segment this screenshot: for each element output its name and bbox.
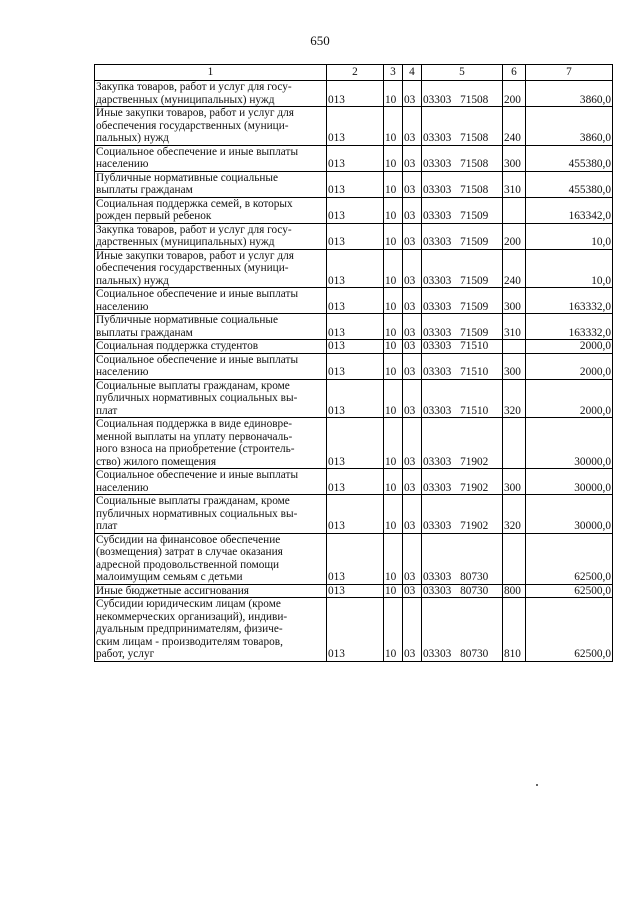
row-pr-cell: 03: [403, 249, 422, 288]
row-pr-cell: 03: [403, 353, 422, 379]
scan-dot: [536, 784, 538, 786]
row-sum-cell: 455380,0: [526, 145, 613, 171]
row-vr-cell: 300: [503, 469, 526, 495]
row-pr-cell: 03: [403, 81, 422, 107]
row-vr-cell: 200: [503, 223, 526, 249]
row-name-cell: Социальная поддержка семей, в которых рожден первый ребенок: [95, 197, 327, 223]
row-pr-cell: 03: [403, 598, 422, 662]
row-name-cell: Социальное обеспечение и иные выплаты населению: [95, 469, 327, 495]
row-vr-cell: 300: [503, 353, 526, 379]
row-name-cell: Социальные выплаты гражданам, кроме публичных нормативных социальных вы- плат: [95, 495, 327, 534]
row-csr-cell: 03303 71508: [422, 81, 503, 107]
row-vr-cell: [503, 418, 526, 469]
table-row: [95, 533, 613, 584]
page-number: 650: [310, 33, 330, 48]
row-rz-cell: 10: [384, 584, 403, 598]
row-csr-cell: 03303 71510: [422, 353, 503, 379]
row-rz-cell: 10: [384, 171, 403, 197]
table-row: [95, 353, 613, 379]
row-vr-cell: [503, 533, 526, 584]
row-rz-cell: 10: [384, 288, 403, 314]
row-vr-cell: [503, 197, 526, 223]
row-pr-cell: 03: [403, 197, 422, 223]
row-name-cell: Социальное обеспечение и иные выплаты населению: [95, 288, 327, 314]
row-vr-cell: 320: [503, 379, 526, 418]
table-row: [95, 418, 613, 469]
row-sum-cell: 10,0: [526, 223, 613, 249]
row-pr-cell: 03: [403, 584, 422, 598]
row-csr-cell: 03303 80730: [422, 598, 503, 662]
row-pr-cell: 03: [403, 171, 422, 197]
row-name-cell: Публичные нормативные социальные выплаты гражданам: [95, 171, 327, 197]
row-vr-cell: 310: [503, 314, 526, 340]
row-vr-cell: 300: [503, 145, 526, 171]
row-sum-cell: 30000,0: [526, 418, 613, 469]
row-ved-cell: 013: [327, 314, 384, 340]
row-name-cell: Иные закупки товаров, работ и услуг для обеспечения государственных (муници- пальных) нужд: [95, 249, 327, 288]
row-sum-cell: 455380,0: [526, 171, 613, 197]
table-row: [95, 107, 613, 146]
row-vr-cell: 320: [503, 495, 526, 534]
table-row: [95, 379, 613, 418]
table-row: [95, 145, 613, 171]
row-csr-cell: 03303 71902: [422, 469, 503, 495]
row-csr-cell: 03303 71509: [422, 288, 503, 314]
row-name-cell: Публичные нормативные социальные выплаты гражданам: [95, 314, 327, 340]
row-rz-cell: 10: [384, 469, 403, 495]
row-ved-cell: 013: [327, 107, 384, 146]
row-sum-cell: 30000,0: [526, 495, 613, 534]
row-sum-cell: 163342,0: [526, 197, 613, 223]
table-header-row: [95, 65, 613, 81]
table-row: [95, 469, 613, 495]
row-csr-cell: 03303 71509: [422, 223, 503, 249]
table-row: [95, 197, 613, 223]
row-csr-cell: 03303 71508: [422, 107, 503, 146]
row-sum-cell: 3860,0: [526, 81, 613, 107]
row-csr-cell: 03303 71509: [422, 314, 503, 340]
row-csr-cell: 03303 71509: [422, 249, 503, 288]
row-ved-cell: 013: [327, 584, 384, 598]
row-name-cell: Иные закупки товаров, работ и услуг для обеспечения государственных (муници- пальных) нужд: [95, 107, 327, 146]
row-csr-cell: 03303 71508: [422, 171, 503, 197]
row-name-cell: Иные бюджетные ассигнования: [95, 584, 327, 598]
row-ved-cell: 013: [327, 379, 384, 418]
row-ved-cell: 013: [327, 81, 384, 107]
row-sum-cell: 2000,0: [526, 379, 613, 418]
row-sum-cell: 62500,0: [526, 598, 613, 662]
row-pr-cell: 03: [403, 533, 422, 584]
header-cell-1: 1: [95, 65, 327, 81]
row-name-cell: Социальная поддержка в виде единовре- менной выплаты на уплату первоначаль- ного взноса на приобретение (строитель- ство) жилого помещения: [95, 418, 327, 469]
row-rz-cell: 10: [384, 353, 403, 379]
row-ved-cell: 013: [327, 223, 384, 249]
row-ved-cell: 013: [327, 533, 384, 584]
row-pr-cell: 03: [403, 469, 422, 495]
row-vr-cell: 800: [503, 584, 526, 598]
row-sum-cell: 62500,0: [526, 533, 613, 584]
row-pr-cell: 03: [403, 314, 422, 340]
row-pr-cell: 03: [403, 379, 422, 418]
table-row: [95, 584, 613, 598]
header-cell-5: 5: [422, 65, 503, 81]
row-csr-cell: 03303 71508: [422, 145, 503, 171]
row-name-cell: Социальные выплаты гражданам, кроме публичных нормативных социальных вы- плат: [95, 379, 327, 418]
header-cell-4: 4: [403, 65, 422, 81]
row-csr-cell: 03303 71509: [422, 197, 503, 223]
row-vr-cell: 240: [503, 107, 526, 146]
row-rz-cell: 10: [384, 249, 403, 288]
table-row: [95, 340, 613, 354]
row-ved-cell: 013: [327, 249, 384, 288]
row-sum-cell: 2000,0: [526, 340, 613, 354]
row-pr-cell: 03: [403, 495, 422, 534]
row-rz-cell: 10: [384, 145, 403, 171]
row-csr-cell: 03303 71510: [422, 379, 503, 418]
row-name-cell: Социальная поддержка студентов: [95, 340, 327, 354]
row-ved-cell: 013: [327, 197, 384, 223]
table-row: [95, 81, 613, 107]
row-ved-cell: 013: [327, 340, 384, 354]
header-cell-6: 6: [503, 65, 526, 81]
row-vr-cell: 310: [503, 171, 526, 197]
row-pr-cell: 03: [403, 145, 422, 171]
row-vr-cell: 240: [503, 249, 526, 288]
row-rz-cell: 10: [384, 107, 403, 146]
row-sum-cell: 2000,0: [526, 353, 613, 379]
table-row: [95, 598, 613, 662]
row-name-cell: Социальное обеспечение и иные выплаты населению: [95, 145, 327, 171]
table-row: [95, 249, 613, 288]
row-ved-cell: 013: [327, 469, 384, 495]
table-row: [95, 223, 613, 249]
row-rz-cell: 10: [384, 418, 403, 469]
row-name-cell: Закупка товаров, работ и услуг для госу- дарственных (муниципальных) нужд: [95, 223, 327, 249]
row-name-cell: Закупка товаров, работ и услуг для госу- дарственных (муниципальных) нужд: [95, 81, 327, 107]
row-rz-cell: 10: [384, 197, 403, 223]
table-row: [95, 171, 613, 197]
row-csr-cell: 03303 71902: [422, 495, 503, 534]
row-vr-cell: 300: [503, 288, 526, 314]
row-rz-cell: 10: [384, 340, 403, 354]
table-row: [95, 288, 613, 314]
row-rz-cell: 10: [384, 533, 403, 584]
header-cell-2: 2: [327, 65, 384, 81]
header-cell-3: 3: [384, 65, 403, 81]
row-ved-cell: 013: [327, 171, 384, 197]
row-vr-cell: [503, 340, 526, 354]
row-sum-cell: 163332,0: [526, 288, 613, 314]
row-rz-cell: 10: [384, 223, 403, 249]
row-sum-cell: 3860,0: [526, 107, 613, 146]
row-name-cell: Социальное обеспечение и иные выплаты населению: [95, 353, 327, 379]
row-sum-cell: 10,0: [526, 249, 613, 288]
table-row: [95, 314, 613, 340]
row-name-cell: Субсидии юридическим лицам (кроме некоммерческих организаций), индиви- дуальным предпринимателям, физиче- ским лицам - производителям товаров, работ, услуг: [95, 598, 327, 662]
budget-table: [94, 64, 613, 662]
row-csr-cell: 03303 71510: [422, 340, 503, 354]
table-row: [95, 495, 613, 534]
row-vr-cell: 810: [503, 598, 526, 662]
row-sum-cell: 62500,0: [526, 584, 613, 598]
table-body: [95, 65, 613, 662]
row-csr-cell: 03303 80730: [422, 533, 503, 584]
row-csr-cell: 03303 71902: [422, 418, 503, 469]
row-rz-cell: 10: [384, 314, 403, 340]
row-pr-cell: 03: [403, 223, 422, 249]
row-ved-cell: 013: [327, 418, 384, 469]
row-name-cell: Субсидии на финансовое обеспечение (возмещения) затрат в случае оказания адресной продовольственной помощи малоимущим семьям с детьми: [95, 533, 327, 584]
row-vr-cell: 200: [503, 81, 526, 107]
row-ved-cell: 013: [327, 288, 384, 314]
row-pr-cell: 03: [403, 107, 422, 146]
row-rz-cell: 10: [384, 81, 403, 107]
row-csr-cell: 03303 80730: [422, 584, 503, 598]
row-ved-cell: 013: [327, 495, 384, 534]
row-ved-cell: 013: [327, 353, 384, 379]
row-rz-cell: 10: [384, 495, 403, 534]
row-rz-cell: 10: [384, 379, 403, 418]
row-sum-cell: 163332,0: [526, 314, 613, 340]
row-pr-cell: 03: [403, 418, 422, 469]
row-ved-cell: 013: [327, 145, 384, 171]
row-rz-cell: 10: [384, 598, 403, 662]
row-ved-cell: 013: [327, 598, 384, 662]
row-pr-cell: 03: [403, 288, 422, 314]
row-sum-cell: 30000,0: [526, 469, 613, 495]
header-cell-7: 7: [526, 65, 613, 81]
row-pr-cell: 03: [403, 340, 422, 354]
